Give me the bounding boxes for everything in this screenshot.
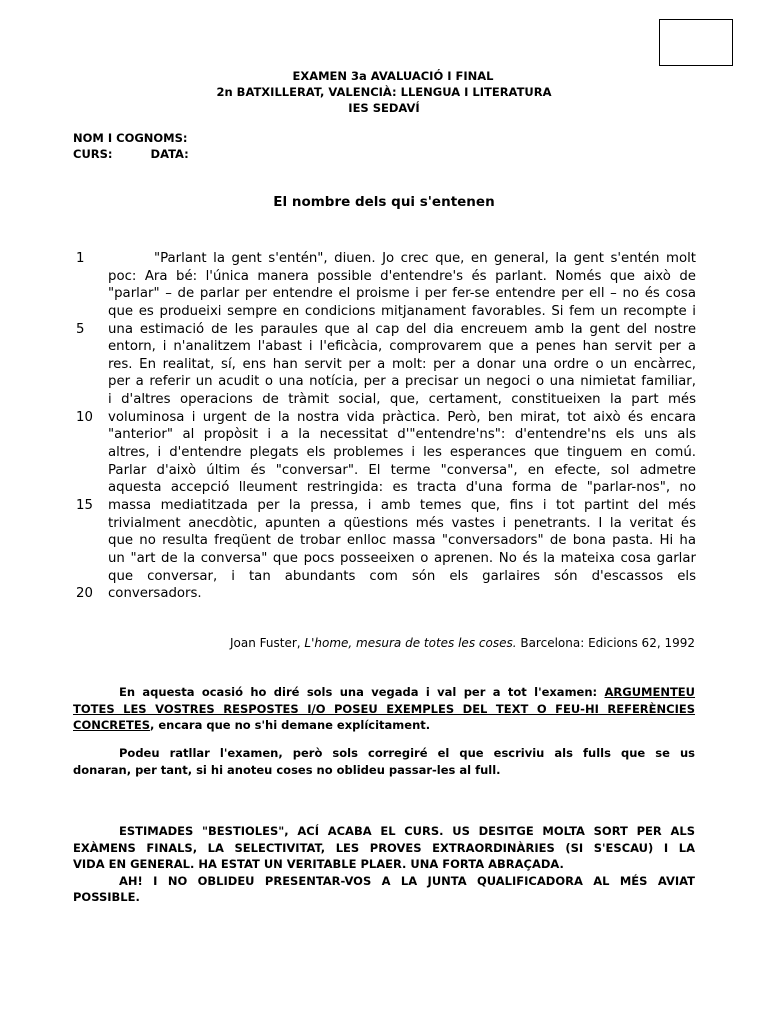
line-number: 10 [76, 409, 93, 425]
line-number: 1 [76, 251, 85, 266]
citation-work: L'home, mesura de totes les coses. [304, 636, 517, 650]
line-text: "anterior" al propòsit i a la necessitat d'"entendre'ns": d'entendre'ns els uns als [108, 427, 696, 443]
exam-course: 2n BATXILLERAT, VALENCIÀ: LLENGUA I LITERATURA [216, 85, 552, 99]
line-text: "parlar" – de parlar per entendre el proisme i per fer-se entendre per ell – no és cosa [108, 286, 696, 302]
instructions-paragraph-1 [73, 684, 695, 734]
line-text: Parlar d'això últim és "conversar". El terme "conversa", en efecte, sol admetre [108, 462, 696, 478]
text-line [72, 303, 696, 321]
instructions-line: Podeu ratllar l'examen, però sols corregiré el que escriviu als fulls que se us [119, 746, 695, 760]
text-line [72, 479, 696, 497]
line-number: 15 [76, 497, 93, 513]
exam-header [0, 68, 768, 116]
line-number: 20 [76, 586, 93, 602]
text-line [72, 250, 696, 268]
text-line [72, 321, 696, 339]
line-text: poc: Ara bé: l'única manera possible d'entendre's és parlant. Només que això de [108, 268, 696, 284]
line-text: que es produeixi sempre en condicions mitjanament favorables. Si fem un recompte i [108, 303, 696, 319]
farewell-line: EXÀMENS FINALS, LA SELECTIVITAT, LES PROVES EXTRAORDINÀRIES (SI S'ESCAU) I LA [73, 840, 695, 855]
instructions-line: CONCRETES, encara que no s'hi demane explícitament. [73, 718, 431, 732]
farewell-line: VIDA EN GENERAL. HA ESTAT UN VERITABLE PLAER. UNA FORTA ABRAÇADA. [73, 857, 564, 871]
line-text: trivialment anecdòtic, apunten a qüestions més vastes i penetrants. I la veritat és [108, 515, 696, 531]
instructions-paragraph-2 [73, 745, 695, 778]
line-text: altres, i d'entendre plegats els problemes i les esperances que tinguem en comú. [108, 445, 696, 461]
grade-box[interactable] [659, 19, 733, 66]
text-line [72, 285, 696, 303]
text-line [72, 585, 696, 603]
farewell-line: ESTIMADES "BESTIOLES", ACÍ ACABA EL CURS. US DESITGE MOLTA SORT PER ALS [119, 824, 695, 838]
name-label: NOM I COGNOMS: [73, 131, 188, 145]
line-text: massa mediatitzada per la pressa, i amb temes que, fins i tot partint del més [108, 497, 696, 513]
text-line [72, 532, 696, 550]
citation-author: Joan Fuster, [230, 636, 305, 650]
reading-text [72, 250, 696, 603]
line-number: 5 [76, 321, 85, 337]
line-text: que conversar, i tan abundants com són els garlaires són d'escassos els [108, 568, 696, 584]
student-info [73, 130, 189, 162]
text-line [72, 391, 696, 409]
text-line [72, 550, 696, 568]
text-line [72, 356, 696, 374]
citation [72, 636, 695, 650]
line-text: conversadors. [108, 586, 202, 602]
exam-school: IES SEDAVÍ [348, 101, 420, 115]
farewell-line: POSSIBLE. [73, 890, 140, 904]
line-text: una estimació de les paraules que al cap del dia encreuem amb la gent del nostre [108, 321, 696, 337]
text-line [72, 497, 696, 515]
line-text: aquesta accepció lleument restringida: es tracta d'una forma de "parlar-nos", no [108, 480, 696, 496]
text-line [72, 568, 696, 586]
text-line [72, 444, 696, 462]
line-text: que no resulta freqüent de trobar enlloc massa "conversadors" de bona pasta. Hi ha [108, 533, 696, 549]
date-label: DATA: [150, 147, 189, 161]
instructions-line: donaran, per tant, si hi anoteu coses no oblideu passar-les al full. [73, 762, 501, 777]
course-label: CURS: [73, 147, 113, 161]
line-text: res. En realitat, sí, ens han servit per a molt: per a donar una ordre o un encàrrec, [108, 356, 696, 372]
line-text: "Parlant la gent s'entén", diuen. Jo crec que, en general, la gent s'entén molt [154, 251, 696, 266]
instructions-line: TOTES LES VOSTRES RESPOSTES I/O POSEU EXEMPLES DEL TEXT O FEU-HI REFERÈNCIES [73, 701, 695, 716]
text-line [72, 268, 696, 286]
line-text: un "art de la conversa" que pocs posseeixen o aprenen. No és la mateixa cosa garlar [108, 550, 696, 566]
line-text: entorn, i n'analitzem l'abast i l'eficàcia, comprovarem que a penes han servit per a [108, 339, 696, 355]
line-text: i d'altres operacions de tràmit social, que, certament, constitueixen la part més [108, 392, 696, 408]
text-title: El nombre dels qui s'entenen [273, 194, 495, 210]
exam-title: EXAMEN 3a AVALUACIÓ I FINAL [292, 69, 494, 83]
text-line [72, 462, 696, 480]
instructions-line: En aquesta ocasió ho diré sols una vegada i val per a tot l'examen: ARGUMENTEU [119, 685, 695, 699]
line-text: per a referir un acudit o una notícia, per a precisar un negoci o una nimietat familiar, [108, 374, 696, 390]
text-line [72, 515, 696, 533]
line-text: voluminosa i urgent de la nostra vida pràctica. Però, ben mirat, tot això és encara [108, 409, 696, 425]
farewell-message [73, 823, 695, 906]
text-line [72, 409, 696, 427]
farewell-line: AH! I NO OBLIDEU PRESENTAR-VOS A LA JUNTA QUALIFICADORA AL MÉS AVIAT [119, 873, 695, 888]
citation-publisher: Barcelona: Edicions 62, 1992 [516, 636, 695, 650]
text-line [72, 426, 696, 444]
text-line [72, 373, 696, 391]
text-line [72, 338, 696, 356]
